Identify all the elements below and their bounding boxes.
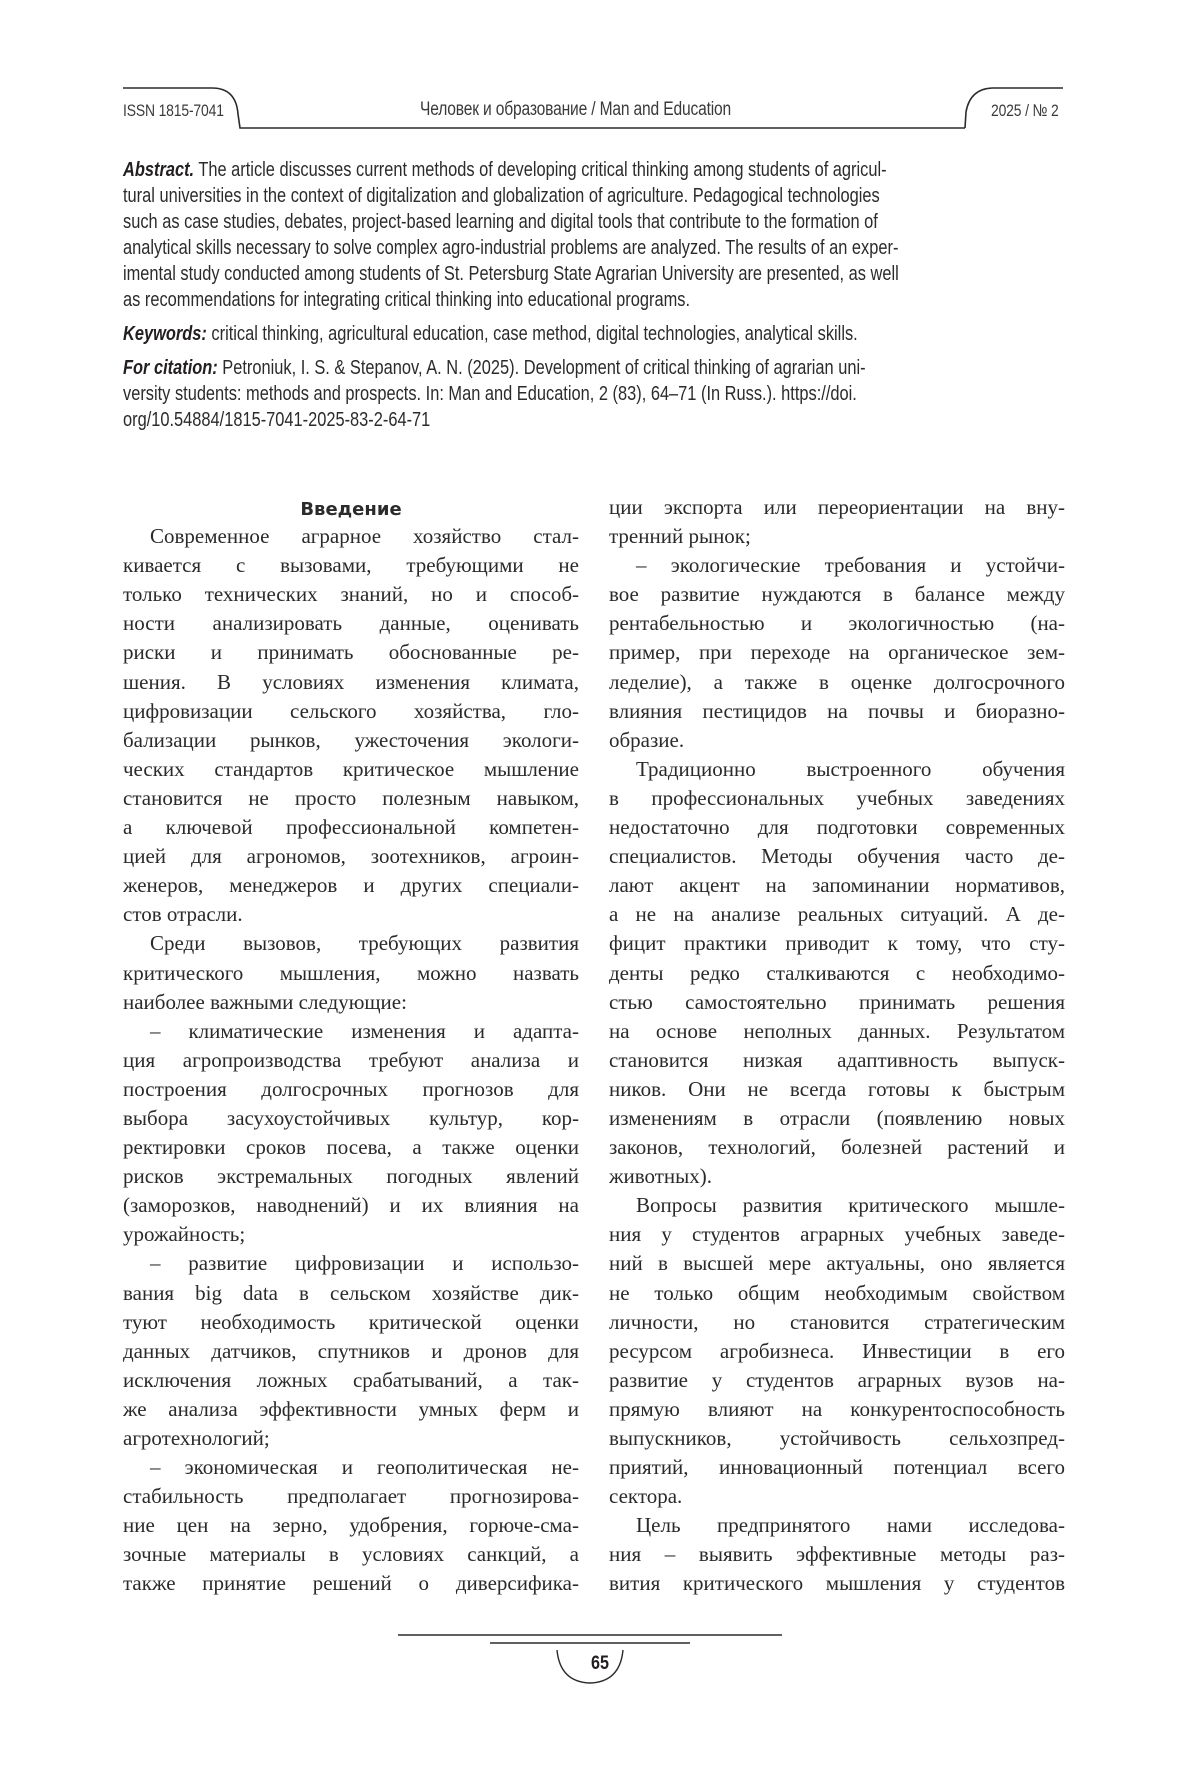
abstract-label: Abstract. [123, 158, 195, 181]
body-text-line: урожайность; [123, 1222, 246, 1247]
body-text-line: стью самостоятельно принимать решения [609, 989, 1065, 1014]
keywords [123, 321, 1065, 347]
body-text-line: женеров, менеджеров и других специали- [123, 873, 579, 898]
body-text-line: наиболее важными следующие: [123, 989, 407, 1014]
issue-number: 2025 / № 2 [991, 101, 1059, 120]
body-text-line: а не на анализе реальных ситуаций. А де- [609, 902, 1065, 927]
body-text-line: животных). [609, 1164, 713, 1189]
body-text-line: – развитие цифровизации и использо- [150, 1251, 579, 1276]
abstract-text: The article discusses current methods of developing critical thinking among students of agricul- [194, 158, 887, 181]
body-text-line: ректировки сроков посева, а также оценки [123, 1135, 579, 1160]
abstract-block [123, 157, 1065, 433]
running-header [0, 0, 1200, 140]
body-text-line: цифровизации сельского хозяйства, гло- [123, 698, 579, 723]
body-text-line: выбора засухоустойчивых культур, кор- [123, 1105, 579, 1130]
body-text-line: – экономическая и геополитическая не- [150, 1455, 579, 1480]
body-text-line: только технических знаний, но и способ- [123, 582, 579, 607]
body-text-line: недостаточно для подготовки современных [609, 815, 1065, 840]
body-text-line: же анализа эффективности умных ферм и [123, 1396, 579, 1421]
body-text-line: ческих стандартов критическое мышление [123, 756, 579, 781]
body-text-line: ния – выявить эффективные методы раз- [609, 1542, 1065, 1567]
citation-text: Petroniuk, I. S. & Stepanov, A. N. (2025). Development of critical thinking of agrarian uni- [217, 356, 866, 379]
citation-line [123, 355, 1065, 381]
body-text-line: Вопросы развития критического мышле- [636, 1193, 1065, 1218]
body-text-line: личности, но становится стратегическим [609, 1309, 1065, 1334]
journal-title: Человек и образование / Man and Education [420, 99, 732, 120]
body-text-line: денты редко сталкиваются с необходимо- [609, 960, 1065, 985]
citation [123, 355, 1065, 433]
body-text-line: в профессиональных учебных заведениях [609, 785, 1065, 810]
keywords-label: Keywords: [123, 322, 207, 345]
body-text-line: ция агропроизводства требуют анализа и [123, 1047, 579, 1072]
body-text-line: ции экспорта или переориентации на вну- [609, 495, 1065, 519]
body-text-line: изменениям в отрасли (появлению новых [609, 1105, 1065, 1130]
body-text-line: также принятие решений о диверсифика- [123, 1571, 579, 1596]
body-text-line: ния у студентов аграрных учебных заведе- [609, 1222, 1065, 1247]
body-text-line: стабильность предполагает прогнозирова- [123, 1484, 579, 1509]
body-text-line: критического мышления, можно назвать [123, 960, 579, 985]
body-text-line: исключения ложных срабатываний, а так- [123, 1367, 579, 1392]
body-column-left [123, 493, 579, 1599]
body-text-line: бализации рынков, ужесточения экологи- [123, 727, 579, 752]
body-text-line: риски и принимать обоснованные ре- [123, 640, 579, 665]
body-text-line: лают акцент на запоминании нормативов, [609, 873, 1065, 898]
body-text-line: вития критического мышления у студентов [609, 1571, 1065, 1596]
abstract-line [123, 157, 1065, 183]
body-text-line: – климатические изменения и адапта- [150, 1018, 579, 1043]
body-text-line: на основе неполных данных. Результатом [609, 1018, 1065, 1043]
body-text-line: фицит практики приводит к тому, что сту- [609, 931, 1065, 956]
body-text-line: пример, при переходе на органическое зем- [609, 640, 1065, 665]
body-text-line: а ключевой профессиональной компетен- [123, 815, 579, 840]
body-text-line: туют необходимость критической оценки [123, 1309, 579, 1334]
body-text-line: рентабельностью и экологичностью (на- [609, 611, 1065, 636]
body-text-line: вое развитие нуждаются в балансе между [609, 582, 1065, 607]
abstract-line: imental study conducted among students of St. Petersburg State Agrarian University are presented, as well [123, 262, 899, 285]
body-text-line: – экологические требования и устойчи- [636, 553, 1065, 578]
body-text-line: леделие), а также в оценке долгосрочного [609, 669, 1065, 694]
abstract [123, 157, 1065, 313]
body-text-line: специалистов. Методы обучения часто де- [609, 844, 1065, 869]
body-text-line: ников. Они не всегда готовы к быстрым [609, 1076, 1065, 1101]
body-text-line: тренний рынок; [609, 524, 751, 549]
section-heading: Введение [300, 499, 402, 520]
body-text-line: становится не просто полезным навыком, [123, 785, 579, 810]
body-text-line: Среди вызовов, требующих развития [150, 931, 579, 956]
keywords-text: critical thinking, agricultural education, case method, digital technologies, analytical skills. [206, 322, 858, 345]
body-text-line: ресурсом агробизнеса. Инвестиции в его [609, 1338, 1065, 1363]
body-text-line: Цель предпринятого нами исследова- [636, 1513, 1065, 1538]
body-text-line: Традиционно выстроенного обучения [636, 756, 1065, 781]
body-text-line: ности анализировать данные, оценивать [123, 611, 579, 636]
body-text-line: приятий, инновационный потенциал всего [609, 1455, 1065, 1480]
body-text-line: шения. В условиях изменения климата, [123, 669, 579, 694]
abstract-line: analytical skills necessary to solve complex agro-industrial problems are analyzed. The results of an exper- [123, 236, 899, 259]
citation-doi-line[interactable]: org/10.54884/1815-7041-2025-83-2-64-71 [123, 408, 431, 431]
body-text-line: не только общим необходимым свойством [609, 1280, 1065, 1305]
abstract-line: as recommendations for integrating critical thinking into educational programs. [123, 288, 691, 311]
body-text-line: сектора. [609, 1484, 683, 1509]
body-text-line: цией для агрономов, зоотехников, агроин- [123, 844, 579, 869]
citation-line: versity students: methods and prospects. In: Man and Education, 2 (83), 64–71 (In Russ.). https://doi. [123, 382, 857, 405]
body-text-line: прямую влияют на конкурентоспособность [609, 1396, 1065, 1421]
body-column-right [609, 493, 1065, 1599]
body-text-line: кивается с вызовами, требующими не [123, 553, 579, 578]
body-text-line: ние цен на зерно, удобрения, горюче-сма- [123, 1513, 579, 1538]
body-text-line: вания big data в сельском хозяйстве дик- [123, 1280, 579, 1305]
body-text-line: данных датчиков, спутников и дронов для [123, 1338, 579, 1363]
body-text-line: (заморозков, наводнений) и их влияния на [123, 1193, 579, 1218]
body-text-line: зочные материалы в условиях санкций, а [123, 1542, 579, 1567]
citation-label: For citation: [123, 356, 218, 379]
body-text-line: стов отрасли. [123, 902, 243, 927]
issn-label: ISSN 1815-7041 [123, 101, 224, 120]
body-text-line: рисков экстремальных погодных явлений [123, 1164, 579, 1189]
body-text-line: образие. [609, 727, 685, 752]
body-text-line: влияния пестицидов на почвы и биоразно- [609, 698, 1065, 723]
body-text-line: построения долгосрочных прогнозов для [123, 1076, 579, 1101]
body-text-line: Современное аграрное хозяйство стал- [150, 524, 579, 549]
page-number: 65 [591, 1653, 609, 1674]
body-text-line: агротехнологий; [123, 1426, 270, 1450]
body-text-line: ний в высшей мере актуальны, оно является [609, 1251, 1065, 1276]
body-text-line: выпускников, устойчивость сельхозпред- [609, 1426, 1065, 1450]
body-text-line: развитие у студентов аграрных вузов на- [609, 1367, 1065, 1392]
abstract-line: such as case studies, debates, project-based learning and digital tools that contribute to the formation of [123, 210, 878, 233]
body-text-line: законов, технологий, болезней растений и [609, 1135, 1065, 1160]
body-text-line: становится низкая адаптивность выпуск- [609, 1047, 1065, 1072]
abstract-line: tural universities in the context of digitalization and globalization of agriculture. Pedagogical technologies [123, 184, 880, 207]
